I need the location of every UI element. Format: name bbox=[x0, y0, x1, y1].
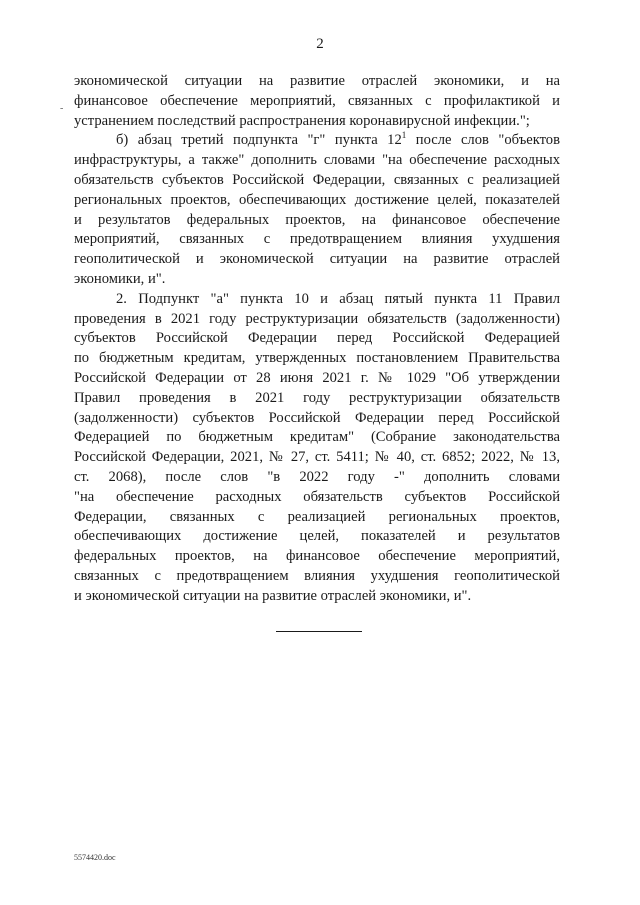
text-line: обеспечивающих достижение целей, показателей и результатов bbox=[74, 528, 560, 545]
text-line: мероприятий, связанных с предотвращением влияния ухудшения bbox=[74, 231, 560, 248]
margin-mark: - bbox=[60, 103, 64, 114]
text-line: региональных проектов, обеспечивающих достижение целей, показателей bbox=[74, 191, 560, 208]
text-line: проведения в 2021 году реструктуризации обязательств (задолженности) bbox=[74, 310, 560, 327]
text-line: экономики, и". bbox=[74, 270, 166, 287]
text-line: финансовое обеспечение мероприятий, связанных с профилактикой и bbox=[74, 92, 560, 109]
text-line: экономической ситуации на развитие отраслей экономики, и на bbox=[74, 73, 560, 89]
text-line: устранением последствий распространения коронавирусной инфекции."; bbox=[74, 112, 530, 129]
text-fragment: б) абзац третий подпункта "г" пункта 12 bbox=[116, 132, 402, 149]
closing-rule bbox=[276, 631, 362, 632]
paragraph-continuation bbox=[74, 72, 560, 131]
text-line: "на обеспечение расходных обязательств субъектов Российской bbox=[74, 488, 560, 505]
text-line: Российской Федерации от 28 июня 2021 г. № 1029 "Об утверждении bbox=[74, 369, 560, 386]
text-line: и результатов федеральных проектов, на финансовое обеспечение bbox=[74, 211, 560, 228]
footnote-superscript: 1 bbox=[401, 130, 407, 141]
paragraph-item-2 bbox=[74, 290, 560, 607]
text-line: обязательств субъектов Российской Федерации, связанных с реализацией bbox=[74, 171, 560, 188]
text-line: субъектов Российской Федерации перед Российской Федерацией bbox=[74, 330, 560, 347]
paragraph-subitem-b bbox=[74, 131, 560, 289]
text-line: Российской Федерации, 2021, № 27, ст. 5411; № 40, ст. 6852; 2022, № 13, bbox=[74, 449, 560, 466]
document-id: 5574420.doc bbox=[74, 853, 116, 862]
text-line: связанных с предотвращением влияния ухудшения геополитической bbox=[74, 567, 560, 584]
text-line: по бюджетным кредитам, утвержденных постановлением Правительства bbox=[74, 350, 560, 367]
text-fragment: после слов "объектов bbox=[406, 132, 560, 149]
text-line: Федерацией по бюджетным кредитам" (Собрание законодательства bbox=[74, 429, 560, 446]
text-line: и экономической ситуации на развитие отраслей экономики, и". bbox=[74, 587, 472, 604]
text-line: геополитической и экономической ситуации на развитие отраслей bbox=[74, 251, 560, 268]
page-number: 2 bbox=[316, 36, 324, 52]
text-line: Правил проведения в 2021 году реструктуризации обязательств bbox=[74, 389, 560, 406]
text-line: Федерации, связанных с реализацией региональных проектов, bbox=[74, 508, 560, 525]
text-line: ст. 2068), после слов "в 2022 году -" дополнить словами bbox=[74, 468, 560, 485]
document-body bbox=[74, 72, 560, 607]
text-line bbox=[74, 131, 560, 151]
text-line: (задолженности) субъектов Российской Федерации перед Российской bbox=[74, 409, 560, 426]
text-line: 2. Подпункт "а" пункта 10 и абзац пятый пункта 11 Правил bbox=[116, 290, 560, 307]
text-line: инфраструктуры, а также" дополнить словами "на обеспечение расходных bbox=[74, 152, 560, 169]
text-line: федеральных проектов, на финансовое обеспечение мероприятий, bbox=[74, 548, 560, 565]
